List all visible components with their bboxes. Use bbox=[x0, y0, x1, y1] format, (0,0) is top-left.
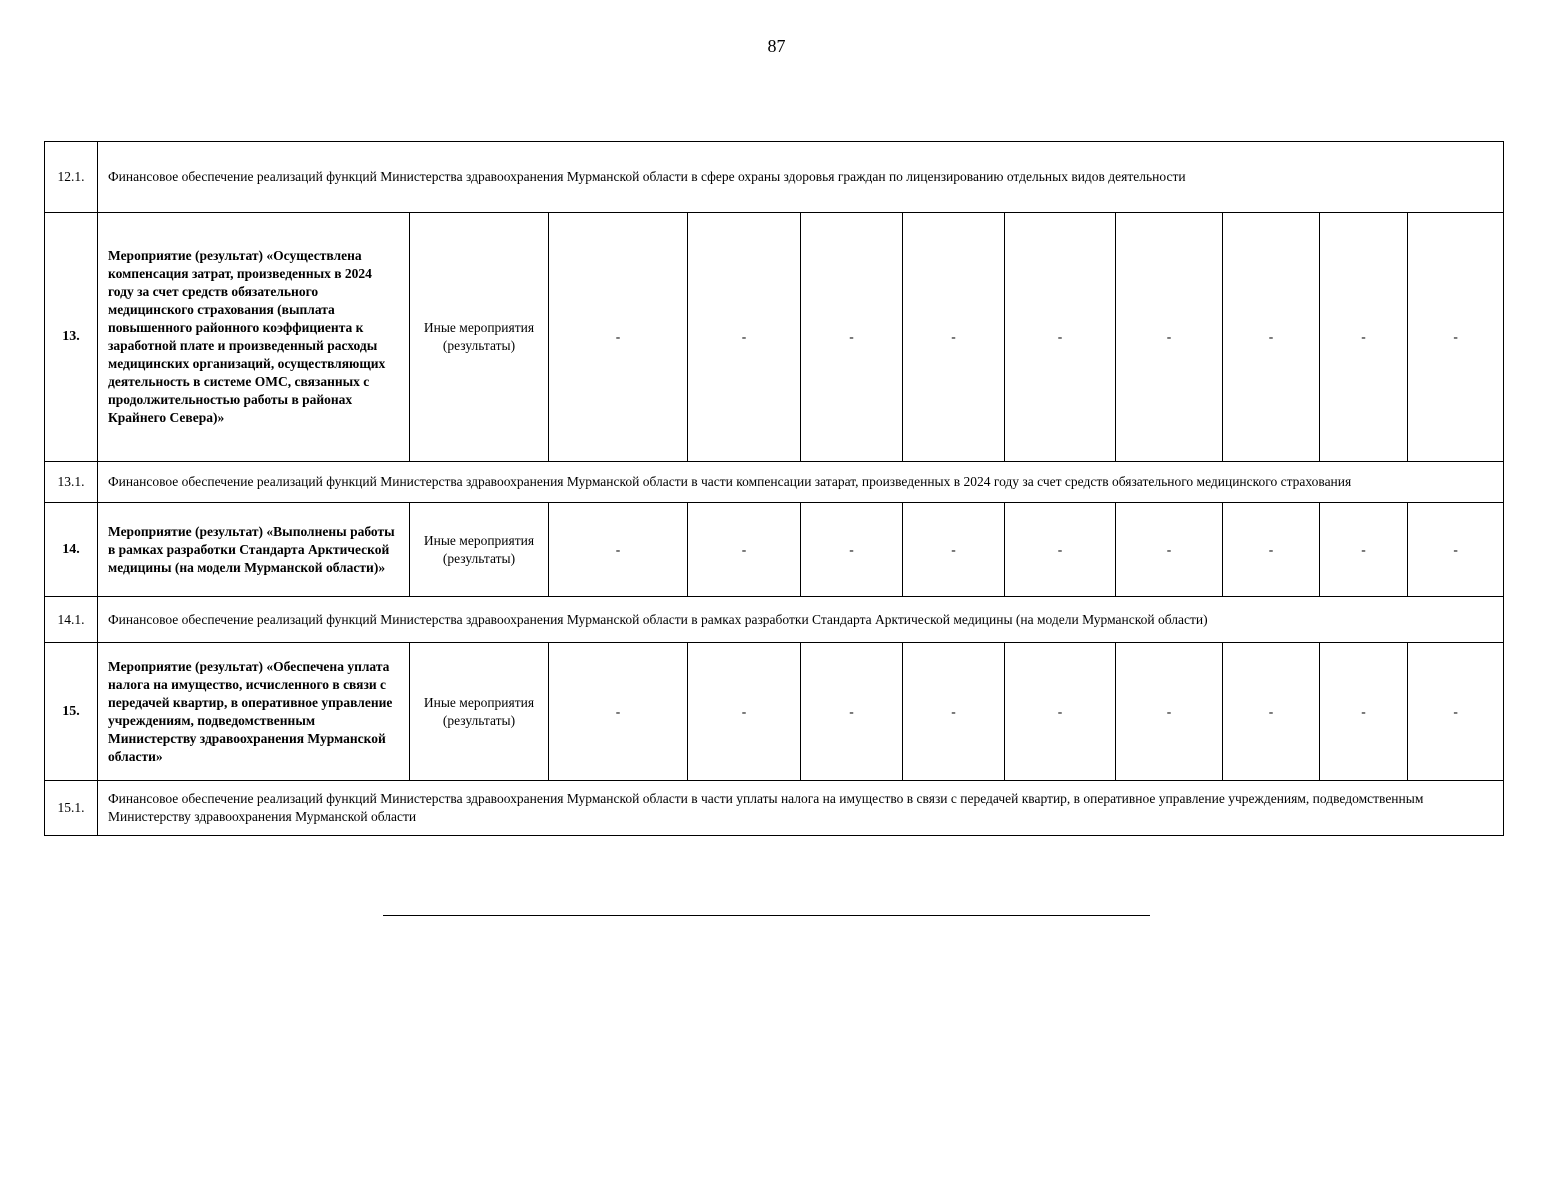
value-cell: - bbox=[903, 503, 1005, 597]
table-row-14 bbox=[45, 503, 1504, 597]
value-cell: - bbox=[801, 213, 903, 462]
value-cell: - bbox=[1223, 503, 1320, 597]
value-cell: - bbox=[1116, 213, 1223, 462]
table-row-12-1 bbox=[45, 142, 1504, 213]
value-cell: - bbox=[1320, 503, 1408, 597]
activity-title: Мероприятие (результат) «Обеспечена уплата налога на имущество, исчисленного в связи с передачей квартир, в оперативное управление учреждениям, подведомственным Министерству здравоохранения Мурманской области» bbox=[98, 643, 410, 781]
activity-type: Иные мероприятия (результаты) bbox=[410, 503, 549, 597]
value-cell: - bbox=[1223, 213, 1320, 462]
sub-activity-text: Финансовое обеспечение реализаций функций Министерства здравоохранения Мурманской области в рамках разработки Стандарта Арктической медицины (на модели Мурманской области) bbox=[98, 597, 1504, 643]
value-cell: - bbox=[1408, 213, 1504, 462]
value-cell: - bbox=[549, 213, 688, 462]
activities-table bbox=[44, 141, 1504, 836]
sub-activity-text: Финансовое обеспечение реализаций функций Министерства здравоохранения Мурманской области в сфере охраны здоровья граждан по лицензированию отдельных видов деятельности bbox=[98, 142, 1504, 213]
value-cell: - bbox=[1320, 213, 1408, 462]
value-cell: - bbox=[1408, 503, 1504, 597]
value-cell: - bbox=[801, 503, 903, 597]
value-cell: - bbox=[1005, 503, 1116, 597]
activity-title: Мероприятие (результат) «Выполнены работы в рамках разработки Стандарта Арктической медицины (на модели Мурманской области)» bbox=[98, 503, 410, 597]
value-cell: - bbox=[801, 643, 903, 781]
value-cell: - bbox=[1116, 503, 1223, 597]
value-cell: - bbox=[688, 643, 801, 781]
value-cell: - bbox=[549, 503, 688, 597]
row-number: 15. bbox=[45, 643, 98, 781]
value-cell: - bbox=[903, 213, 1005, 462]
sub-activity-text: Финансовое обеспечение реализаций функций Министерства здравоохранения Мурманской области в части компенсации затарат, произведенных в 2024 году за счет средств обязательного медицинского страхования bbox=[98, 462, 1504, 503]
value-cell: - bbox=[1320, 643, 1408, 781]
activity-type: Иные мероприятия (результаты) bbox=[410, 213, 549, 462]
page-number: 87 bbox=[767, 36, 786, 56]
table-row-15 bbox=[45, 643, 1504, 781]
row-number: 15.1. bbox=[45, 781, 98, 836]
sub-activity-text: Финансовое обеспечение реализаций функций Министерства здравоохранения Мурманской области в части уплаты налога на имущество в связи с передачей квартир, в оперативное управление учреждениям, подведомственным Министерству здравоохранения Мурманской области bbox=[98, 781, 1504, 836]
table-row-14-1 bbox=[45, 597, 1504, 643]
value-cell: - bbox=[1408, 643, 1504, 781]
value-cell: - bbox=[549, 643, 688, 781]
table-row-15-1 bbox=[45, 781, 1504, 836]
value-cell: - bbox=[1223, 643, 1320, 781]
table-row-13 bbox=[45, 213, 1504, 462]
value-cell: - bbox=[903, 643, 1005, 781]
value-cell: - bbox=[1005, 643, 1116, 781]
row-number: 14.1. bbox=[45, 597, 98, 643]
row-number: 13.1. bbox=[45, 462, 98, 503]
activity-type: Иные мероприятия (результаты) bbox=[410, 643, 549, 781]
value-cell: - bbox=[688, 213, 801, 462]
table-row-13-1 bbox=[45, 462, 1504, 503]
value-cell: - bbox=[688, 503, 801, 597]
footer-divider bbox=[383, 915, 1150, 916]
row-number: 13. bbox=[45, 213, 98, 462]
row-number: 12.1. bbox=[45, 142, 98, 213]
row-number: 14. bbox=[45, 503, 98, 597]
activity-title: Мероприятие (результат) «Осуществлена компенсация затрат, произведенных в 2024 году за счет средств обязательного медицинского страхования (выплата повышенного районного коэффициента к заработной плате и произведенный расходы медицинских организаций, осуществляющих деятельность в системе ОМС, связанных с продолжительностью работы в районах Крайнего Севера)» bbox=[98, 213, 410, 462]
value-cell: - bbox=[1005, 213, 1116, 462]
value-cell: - bbox=[1116, 643, 1223, 781]
